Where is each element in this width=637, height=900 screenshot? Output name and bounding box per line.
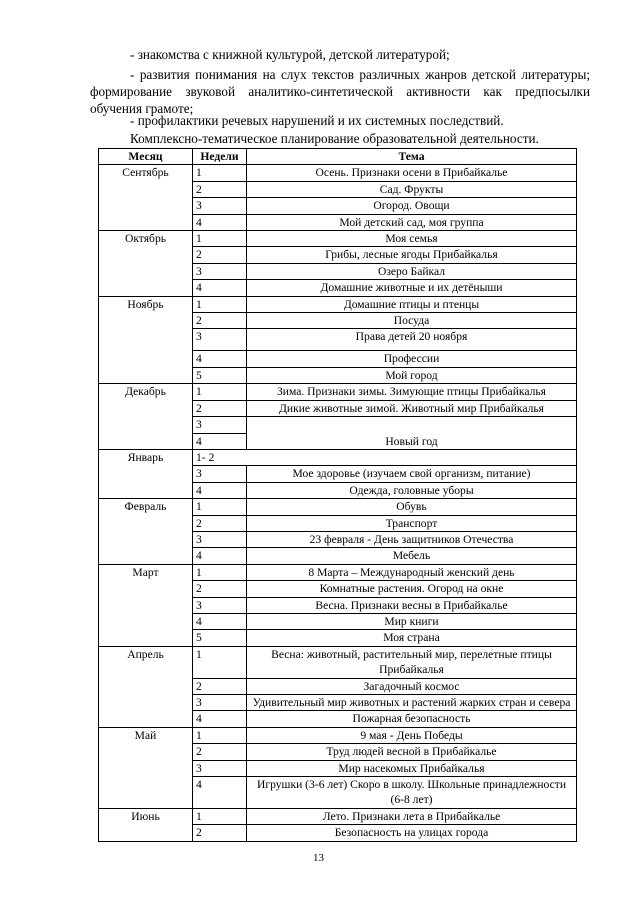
theme-cell: Домашние животные и их детёныши bbox=[247, 280, 577, 296]
table-row bbox=[99, 646, 577, 678]
week-cell: 3 bbox=[193, 760, 247, 776]
table-header-row bbox=[99, 149, 577, 165]
theme-cell: Мое здоровье (изучаем свой организм, питание) bbox=[247, 466, 577, 482]
theme-cell: Транспорт bbox=[247, 515, 577, 531]
week-cell: 5 bbox=[193, 630, 247, 646]
theme-cell: Новый год bbox=[247, 417, 577, 450]
theme-cell: Сад. Фрукты bbox=[247, 181, 577, 197]
week-cell: 3 bbox=[193, 417, 247, 433]
theme-cell: Безопасность на улицах города bbox=[247, 825, 577, 841]
theme-cell: Домашние птицы и птенцы bbox=[247, 296, 577, 312]
table-row bbox=[99, 449, 577, 465]
week-cell: 1 bbox=[193, 384, 247, 400]
month-cell: Октябрь bbox=[99, 231, 193, 297]
week-cell: 3 bbox=[193, 597, 247, 613]
week-cell: 2 bbox=[193, 581, 247, 597]
theme-cell: Труд людей весной в Прибайкалье bbox=[247, 744, 577, 760]
table-row bbox=[99, 296, 577, 312]
week-cell: 2 bbox=[193, 825, 247, 841]
month-cell: Декабрь bbox=[99, 384, 193, 450]
week-cell: 1 bbox=[193, 296, 247, 312]
week-cell: 1 bbox=[193, 808, 247, 824]
week-cell: 2 bbox=[193, 515, 247, 531]
theme-cell: Лето. Признаки лета в Прибайкалье bbox=[247, 808, 577, 824]
theme-cell: Мой детский сад, моя группа bbox=[247, 214, 577, 230]
month-cell: Февраль bbox=[99, 499, 193, 565]
theme-cell: Весна. Признаки весны в Прибайкалье bbox=[247, 597, 577, 613]
table-row bbox=[99, 727, 577, 743]
theme-cell: 23 февраля - День защитников Отечества bbox=[247, 531, 577, 547]
intro-line-1: - знакомства с книжной культурой, детской литературой; bbox=[130, 47, 450, 62]
week-cell: 2 bbox=[193, 247, 247, 263]
theme-cell: Пожарная безопасность bbox=[247, 711, 577, 727]
theme-cell: Огород. Овощи bbox=[247, 198, 577, 214]
week-cell: 5 bbox=[193, 367, 247, 383]
week-cell: 1 bbox=[193, 646, 247, 678]
week-cell: 2 bbox=[193, 744, 247, 760]
theme-cell: Грибы, лесные ягоды Прибайкалья bbox=[247, 247, 577, 263]
month-cell: Январь bbox=[99, 449, 193, 498]
week-cell: 3 bbox=[193, 531, 247, 547]
theme-cell: Озеро Байкал bbox=[247, 263, 577, 279]
table-row bbox=[99, 808, 577, 824]
theme-cell: Весна: животный, растительный мир, перелетные птицы Прибайкалья bbox=[247, 646, 577, 678]
theme-cell: Удивительный мир животных и растений жарких стран и севера bbox=[247, 695, 577, 711]
table-caption: Комплексно-тематическое планирование образовательной деятельности. bbox=[130, 131, 539, 146]
week-cell: 1- 2 bbox=[193, 449, 247, 465]
theme-cell: Мир насекомых Прибайкалья bbox=[247, 760, 577, 776]
table-row bbox=[99, 165, 577, 181]
theme-cell: Осень. Признаки осени в Прибайкалье bbox=[247, 165, 577, 181]
month-cell: Май bbox=[99, 727, 193, 808]
intro-line-3: - профилактики речевых нарушений и их системных последствий. bbox=[130, 113, 504, 128]
theme-cell: 9 мая - День Победы bbox=[247, 727, 577, 743]
theme-cell: Комнатные растения. Огород на окне bbox=[247, 581, 577, 597]
week-cell: 4 bbox=[193, 482, 247, 498]
week-cell: 4 bbox=[193, 777, 247, 809]
header-theme: Тема bbox=[247, 149, 577, 165]
month-cell: Сентябрь bbox=[99, 165, 193, 231]
week-cell: 4 bbox=[193, 711, 247, 727]
week-cell: 1 bbox=[193, 165, 247, 181]
theme-cell: 8 Марта – Международный женский день bbox=[247, 564, 577, 580]
week-cell: 3 bbox=[193, 198, 247, 214]
table-row bbox=[99, 384, 577, 400]
theme-cell: Профессии bbox=[247, 351, 577, 367]
week-cell: 2 bbox=[193, 678, 247, 694]
week-cell: 2 bbox=[193, 400, 247, 416]
theme-cell: Загадочный космос bbox=[247, 678, 577, 694]
month-cell: Апрель bbox=[99, 646, 193, 727]
theme-cell: Дикие животные зимой. Животный мир Прибайкалья bbox=[247, 400, 577, 416]
theme-cell: Зима. Признаки зимы. Зимующие птицы Прибайкалья bbox=[247, 384, 577, 400]
intro-line-2: - развития понимания на слух текстов различных жанров детской литературы; формирование звуковой аналитико-синтетической активности как предпосылки обучения грамоте; bbox=[90, 67, 590, 116]
theme-cell: Игрушки (3-6 лет) Скоро в школу. Школьные принадлежности (6-8 лет) bbox=[247, 777, 577, 809]
week-cell: 2 bbox=[193, 313, 247, 329]
week-cell: 1 bbox=[193, 499, 247, 515]
theme-cell: Посуда bbox=[247, 313, 577, 329]
theme-cell: Моя страна bbox=[247, 630, 577, 646]
theme-cell: Обувь bbox=[247, 499, 577, 515]
theme-cell-empty bbox=[247, 449, 577, 465]
week-cell: 3 bbox=[193, 329, 247, 351]
week-cell: 4 bbox=[193, 214, 247, 230]
table-row bbox=[99, 499, 577, 515]
week-cell: 4 bbox=[193, 433, 247, 449]
week-cell: 3 bbox=[193, 695, 247, 711]
month-cell: Июнь bbox=[99, 808, 193, 841]
planning-table bbox=[98, 148, 577, 842]
header-month: Месяц bbox=[99, 149, 193, 165]
week-cell: 1 bbox=[193, 231, 247, 247]
table-row bbox=[99, 231, 577, 247]
theme-cell: Мир книги bbox=[247, 613, 577, 629]
week-cell: 1 bbox=[193, 564, 247, 580]
theme-cell: Мебель bbox=[247, 548, 577, 564]
week-cell: 1 bbox=[193, 727, 247, 743]
page-number: 13 bbox=[313, 852, 324, 864]
month-cell: Март bbox=[99, 564, 193, 646]
week-cell: 4 bbox=[193, 613, 247, 629]
theme-cell: Одежда, головные уборы bbox=[247, 482, 577, 498]
week-cell: 4 bbox=[193, 548, 247, 564]
week-cell: 3 bbox=[193, 466, 247, 482]
week-cell: 4 bbox=[193, 280, 247, 296]
week-cell: 4 bbox=[193, 351, 247, 367]
month-cell: Ноябрь bbox=[99, 296, 193, 384]
table-row bbox=[99, 564, 577, 580]
theme-cell: Мой город bbox=[247, 367, 577, 383]
theme-cell: Права детей 20 ноября bbox=[247, 329, 577, 351]
header-week: Недели bbox=[193, 149, 247, 165]
week-cell: 3 bbox=[193, 263, 247, 279]
theme-cell: Моя семья bbox=[247, 231, 577, 247]
week-cell: 2 bbox=[193, 181, 247, 197]
